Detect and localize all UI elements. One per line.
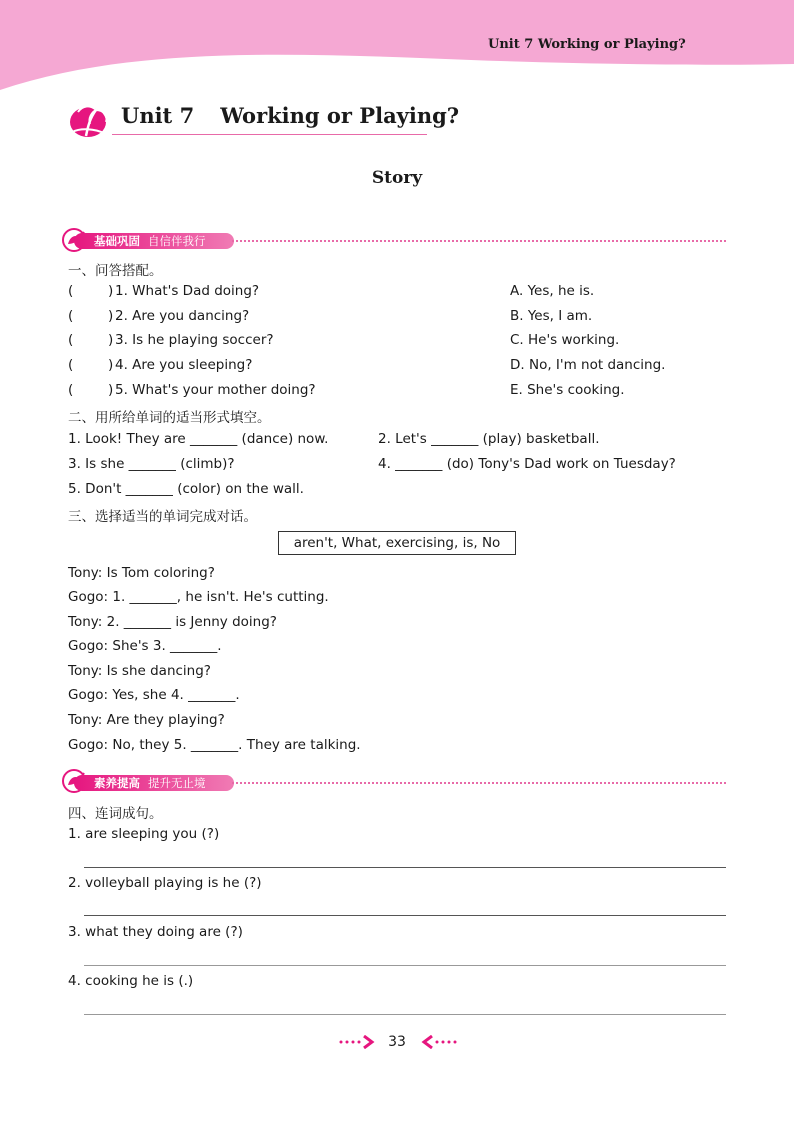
answer-c: C. He's working. xyxy=(510,332,620,348)
banner-basic-title: 基础巩固 xyxy=(94,234,140,248)
fill-item-2: 2. Let's _______ (play) basketball. xyxy=(378,431,600,447)
answer-e: E. She's cooking. xyxy=(510,382,625,398)
dialogue-line: Gogo: No, they 5. _______. They are talking. xyxy=(68,737,361,753)
banner-advanced-dots xyxy=(232,782,726,784)
question-2: 2. Are you dancing? xyxy=(115,308,250,324)
word-order-item-4: 4. cooking he is (.) xyxy=(68,973,194,989)
unit-name: Working or Playing? xyxy=(220,103,460,128)
bracket-right: ) xyxy=(108,308,114,324)
answer-a: A. Yes, he is. xyxy=(510,283,595,299)
banner-advanced-title: 素养提高 xyxy=(94,776,140,790)
bracket-right: ) xyxy=(108,283,114,299)
banner-basic xyxy=(74,233,234,249)
bracket-left: ( xyxy=(68,332,74,348)
bracket-right: ) xyxy=(108,332,114,348)
section-1-heading: 一、问答搭配。 xyxy=(68,263,163,279)
unit-title xyxy=(121,103,459,128)
story-title: Story xyxy=(371,168,423,188)
question-4: 4. Are you sleeping? xyxy=(115,357,253,373)
answer-d: D. No, I'm not dancing. xyxy=(510,357,666,373)
bracket-left: ( xyxy=(68,283,74,299)
dialogue-line: Gogo: 1. _______, he isn't. He's cutting. xyxy=(68,589,329,605)
palm-tree-logo-icon xyxy=(66,98,114,140)
question-3: 3. Is he playing soccer? xyxy=(115,332,274,348)
dialogue-line: Tony: Is Tom coloring? xyxy=(68,565,215,581)
question-1: 1. What's Dad doing? xyxy=(115,283,260,299)
dialogue-line: Gogo: She's 3. _______. xyxy=(68,638,222,654)
dialogue-line: Tony: Is she dancing? xyxy=(68,663,211,679)
bracket-right: ) xyxy=(108,382,114,398)
dialogue-line: Gogo: Yes, she 4. _______. xyxy=(68,687,240,703)
answer-b: B. Yes, I am. xyxy=(510,308,593,324)
dialogue-line: Tony: 2. _______ is Jenny doing? xyxy=(68,614,277,630)
word-order-item-1: 1. are sleeping you (?) xyxy=(68,826,220,842)
bracket-left: ( xyxy=(68,382,74,398)
bracket-left: ( xyxy=(68,357,74,373)
banner-basic-subtitle: 自信伴我行 xyxy=(148,234,206,248)
section-4-heading: 四、连词成句。 xyxy=(68,806,163,822)
answer-line xyxy=(84,965,726,966)
fill-item-4: 4. _______ (do) Tony's Dad work on Tuesday? xyxy=(378,456,676,472)
running-title: Unit 7 Working or Playing? xyxy=(488,37,686,52)
section-2-heading: 二、用所给单词的适当形式填空。 xyxy=(68,410,271,426)
bracket-left: ( xyxy=(68,308,74,324)
page-number: 33 xyxy=(388,1034,406,1050)
section-3-heading: 三、选择适当的单词完成对话。 xyxy=(68,509,257,525)
banner-advanced-subtitle: 提升无止境 xyxy=(148,776,206,790)
banner-advanced xyxy=(74,775,234,791)
unit-label: Unit 7 xyxy=(121,103,195,128)
answer-line xyxy=(84,867,726,868)
word-order-item-2: 2. volleyball playing is he (?) xyxy=(68,875,262,891)
banner-basic-dots xyxy=(232,240,726,242)
fill-item-1: 1. Look! They are _______ (dance) now. xyxy=(68,431,329,447)
fill-item-5: 5. Don't _______ (color) on the wall. xyxy=(68,481,304,497)
bracket-right: ) xyxy=(108,357,114,373)
fill-item-3: 3. Is she _______ (climb)? xyxy=(68,456,235,472)
title-underline xyxy=(112,134,427,135)
answer-line xyxy=(84,915,726,916)
arrow-left-icon xyxy=(418,1035,458,1049)
question-5: 5. What's your mother doing? xyxy=(115,382,316,398)
dialogue-line: Tony: Are they playing? xyxy=(68,712,225,728)
answer-line xyxy=(84,1014,726,1015)
word-bank-box: aren't, What, exercising, is, No xyxy=(278,531,516,555)
word-order-item-3: 3. what they doing are (?) xyxy=(68,924,243,940)
